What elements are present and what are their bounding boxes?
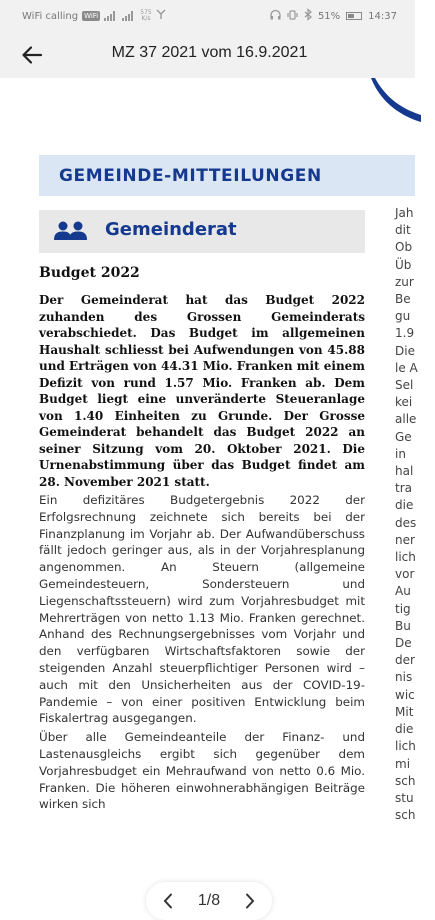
article [39, 264, 365, 813]
column-fragment: die [395, 722, 414, 737]
chevron-left-icon [163, 893, 173, 909]
column-fragment: Ge [395, 429, 412, 444]
page-count: 1/8 [197, 892, 221, 909]
people-icon [53, 221, 89, 241]
column-fragment: dit [395, 223, 411, 238]
vibrate-icon [287, 10, 298, 23]
article-heading: Budget 2022 [39, 265, 140, 281]
battery-level: 51% [317, 10, 341, 22]
status-bar [0, 0, 415, 32]
antenna-icon [156, 9, 166, 23]
column-fragment: Sel [395, 378, 414, 393]
column-fragment: Be [395, 292, 411, 307]
column-fragment: sch [395, 808, 416, 823]
column-fragment: wic [395, 687, 415, 702]
clock: 14:37 [368, 10, 397, 22]
column-fragment: Au [395, 584, 411, 599]
column-fragment: vor [395, 567, 415, 582]
data-rate: 575 K/s [140, 9, 152, 22]
column-fragment: sch [395, 773, 416, 788]
column-fragment: hal [395, 464, 414, 479]
section-banner [39, 155, 415, 196]
next-column-text [395, 205, 435, 824]
column-fragment: kei [395, 395, 413, 410]
column-fragment: Mit [395, 704, 414, 719]
corner-swoosh-graphic [371, 78, 421, 122]
column-fragment: die [395, 498, 414, 513]
article-body-paragraph: Ein defizitäres Budgetergebnis 2022 der Erfolgsrechnung zeichnete sich bereits bei der Finanzplanung im Vorjahr ab. Der Aufwandüberschuss fällt jedoch geringer aus, als in der Vorjahresplanung angenommen. An Steuern (allgemeine Gemeindesteuern, Sondersteuern und Liegenschaftssteuern) wird zum Vorjahresbudget mit Mehrerträgen von netto 1.13 Mio. Franken gerechnet. Anhand des Rechnungsergebnisses vom Vorjahr und den verfügbaren Wirtschaftsfaktoren sowie der steigenden Anzahl steuerpflichtiger Personen wird – auch mit den Unsicherheiten aus der COVID-19-Pandemie – von einer positiven Entwicklung beim Fiskalertrag ausgegangen. [39, 493, 365, 726]
signal-icon-2 [122, 11, 136, 21]
signal-icon [104, 11, 118, 21]
column-fragment: le A [395, 360, 418, 375]
article-body-paragraph-2: Über alle Gemeindeanteile der Finanz- und Lastenausgleichs ergibt sich gegenüber dem Vorjahresbudget ein Mehraufwand von netto 0.6 Mio. Franken. Die höheren einwohnerabhängigen Beiträge wirken sich [39, 730, 365, 812]
column-fragment: stu [395, 790, 414, 805]
column-fragment: Die [395, 343, 415, 358]
column-fragment: mi [395, 756, 411, 771]
arrow-left-icon [22, 46, 42, 64]
page-indicator [146, 882, 272, 920]
carrier-label: WiFi calling [22, 10, 79, 22]
column-fragment: Ob [395, 240, 413, 255]
column-fragment: tig [395, 601, 411, 616]
column-fragment: lich [395, 739, 416, 754]
column-fragment: des [395, 515, 417, 530]
column-fragment: 1.9 [395, 326, 415, 341]
column-fragment: Üb [395, 257, 412, 272]
banner-title: GEMEINDE-MITTEILUNGEN [59, 166, 322, 186]
article-lead: Der Gemeinderat hat das Budget 2022 zuhanden des Grossen Gemeinderats verabschiedet. Das Budget im allgemeinen Haushalt schliesst bei Aufwendungen von 45.88 und Erträgen von 44.31 Mio. Franken mit einem Defizit von rund 1.57 Mio. Franken ab. Dem Budget liegt eine unveränderte Steueranlage von 1.40 Einheiten zu Grunde. Der Grosse Gemeinderat behandelt das Budget 2022 an seiner Sitzung vom 20. Oktober 2021. Die Urnenabstimmung über das Budget findet am 28. November 2021 statt. [39, 293, 365, 489]
section-header [39, 210, 365, 253]
column-fragment: tra [395, 481, 412, 496]
column-fragment: De [395, 636, 412, 651]
column-fragment: lich [395, 550, 416, 565]
back-button[interactable] [14, 40, 50, 70]
column-fragment: nis [395, 670, 413, 685]
bluetooth-icon [304, 9, 312, 23]
column-fragment: alle [395, 412, 417, 427]
column-fragment: gu [395, 309, 411, 324]
app-bar [0, 32, 415, 78]
chevron-right-icon [245, 893, 255, 909]
section-title: Gemeinderat [105, 219, 237, 240]
column-fragment: Bu [395, 618, 411, 633]
next-page-button[interactable] [240, 889, 260, 913]
column-fragment: zur [395, 274, 414, 289]
headset-icon [270, 10, 281, 23]
column-fragment: ner [395, 532, 415, 547]
column-fragment: der [395, 653, 415, 668]
previous-page-button[interactable] [158, 889, 178, 913]
wifi-calling-badge: WiFi [84, 12, 99, 20]
column-fragment: Jah [395, 206, 414, 220]
battery-icon [346, 12, 362, 20]
document-title: MZ 37 2021 vom 16.9.2021 [111, 44, 308, 61]
document-page[interactable] [0, 78, 418, 909]
column-fragment: in [395, 446, 406, 461]
